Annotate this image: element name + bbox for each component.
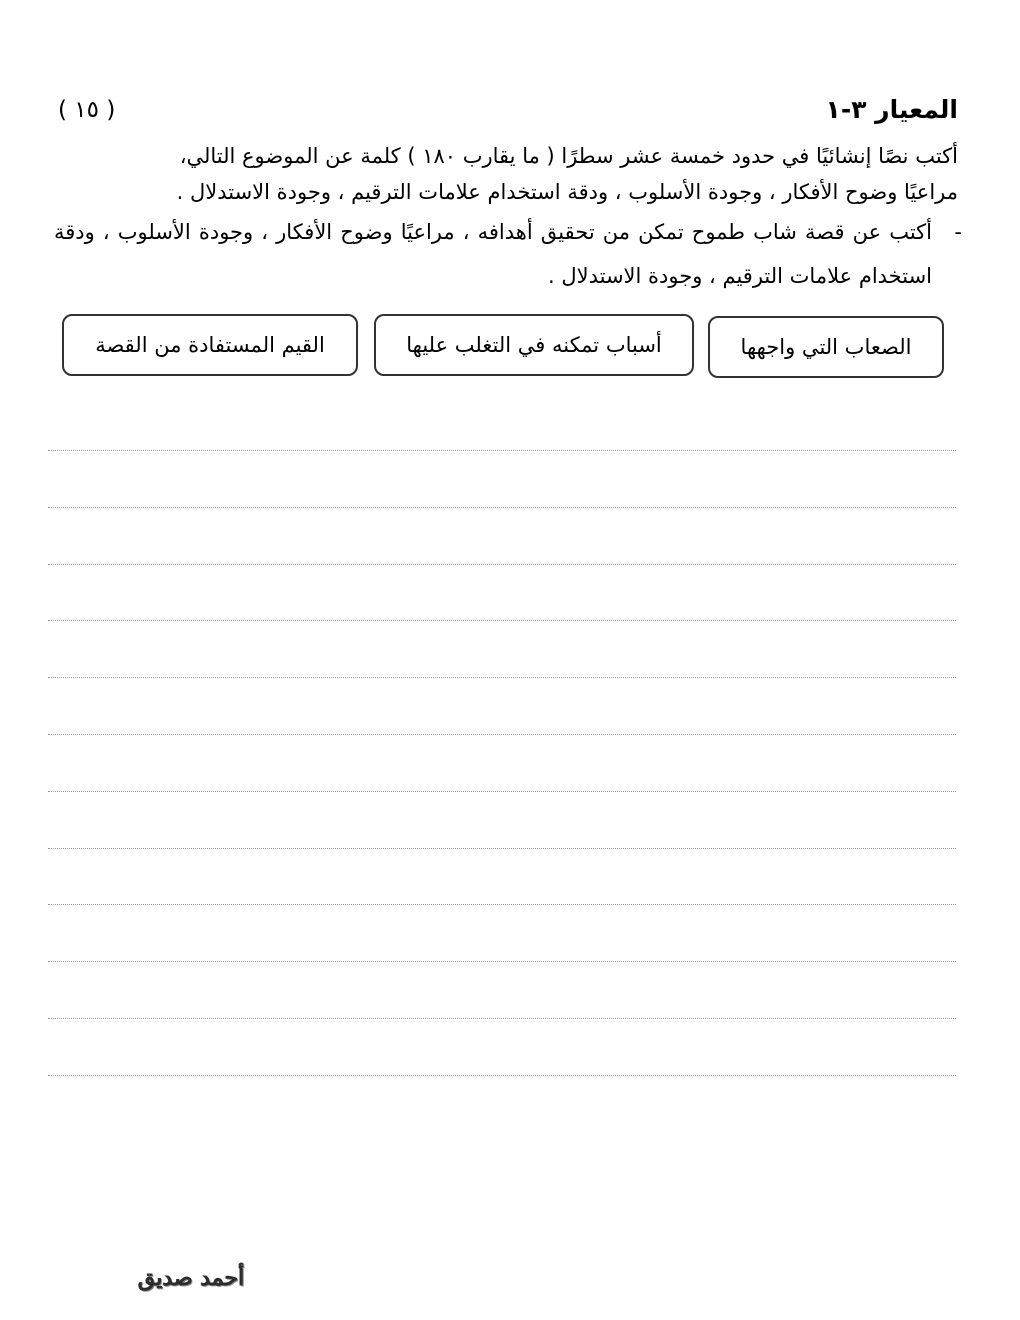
planning-box-difficulties: الصعاب التي واجهها: [708, 316, 944, 378]
planning-boxes: [62, 314, 944, 380]
planning-box-values: القيم المستفادة من القصة: [62, 314, 358, 376]
writing-line: [48, 734, 956, 791]
criterion-title: المعيار ٣-١: [825, 95, 958, 124]
writing-line: [48, 620, 956, 677]
writing-line: [48, 904, 956, 961]
heading-row: [58, 92, 958, 130]
task-bullet: -: [954, 220, 962, 244]
writing-line: [48, 507, 956, 564]
writing-line: [48, 1018, 956, 1075]
task-text: أكتب عن قصة شاب طموح تمكن من تحقيق أهدافه ، مراعيًا وضوح الأفكار ، وجودة الأسلوب ، ودقة استخدام علامات الترقيم ، وجودة الاستدلال .: [54, 220, 932, 288]
writing-line: [48, 1075, 956, 1132]
writing-lines: [48, 450, 956, 1132]
score-label: ( ١٥ ): [58, 97, 116, 123]
instructions: [60, 138, 958, 210]
planning-box-reasons: أسباب تمكنه في التغلب عليها: [374, 314, 694, 376]
writing-line: [48, 450, 956, 507]
instructions-line-1: أكتب نصًا إنشائيًا في حدود خمسة عشر سطرًا ( ما يقارب ١٨٠ ) كلمة عن الموضوع التالي،: [179, 144, 958, 168]
writing-line: [48, 848, 956, 905]
instructions-line-2: مراعيًا وضوح الأفكار ، وجودة الأسلوب ، ودقة استخدام علامات الترقيم ، وجودة الاستدلال .: [176, 180, 958, 204]
author-signature: أحمد صديق: [138, 1265, 245, 1291]
writing-line: [48, 677, 956, 734]
task-item: [54, 210, 962, 298]
writing-line: [48, 564, 956, 621]
writing-line: [48, 791, 956, 848]
writing-line: [48, 961, 956, 1018]
